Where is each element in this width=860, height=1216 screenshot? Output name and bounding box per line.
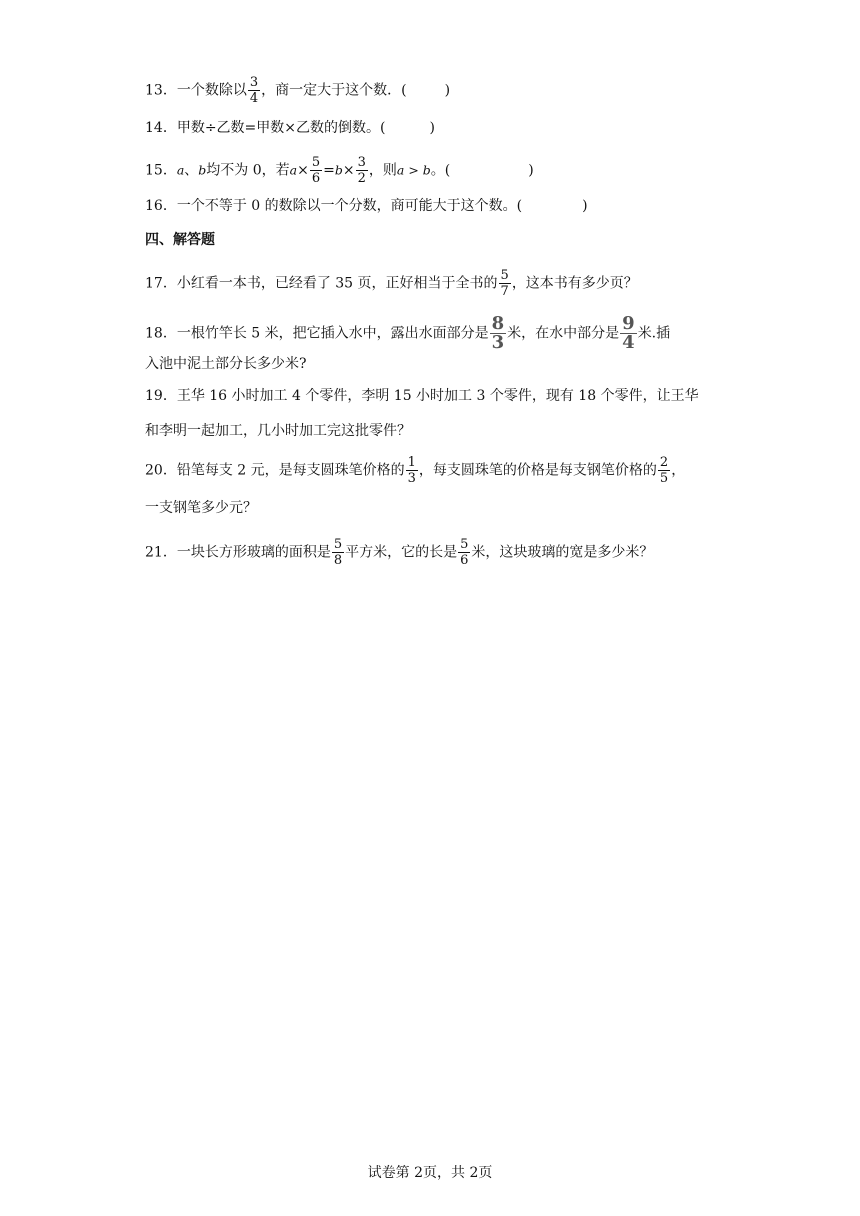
fraction: $\frac{5}{6}$ [311, 155, 321, 186]
question-13: 13．一个数除以 $\frac{3}{4}$ ，商一定大于这个数．( ) [145, 75, 451, 106]
question-15: 15．a、b均不为 0，若a× $\frac{5}{6}$ =b× $\frac{3}{2}$ ，则a > b。( ) [145, 155, 534, 186]
question-19-line1: 19．王华 16 小时加工 4 个零件，李明 15 小时加工 3 个零件，现有 18 个零件，让王华 [145, 388, 699, 404]
question-17: 17．小红看一本书，已经看了 35 页，正好相当于全书的 $\frac{5}{7}$ ，这本书有多少页？ [145, 268, 638, 299]
fraction: $\frac{5}{6}$ [460, 537, 469, 568]
section-heading: 四、解答题 [145, 232, 215, 248]
question-21: 21．一块长方形玻璃的面积是 $\frac{5}{8}$ 平方米，它的长是 $\frac{5}{6}$ 米，这块玻璃的宽是多少米？ [145, 537, 654, 568]
page-footer: 试卷第 2页，共 2页 [367, 1165, 493, 1181]
question-19-line2: 和李明一起加工，几小时加工完这批零件？ [145, 423, 411, 439]
question-18: 18．一根竹竿长 5 米，把它插入水中，露出水面部分是 $\frac{8}{3}$ 米，在水中部分是 $\frac{9}{4}$ 米.插 [145, 313, 671, 353]
fraction: $\frac{3}{4}$ [249, 75, 259, 106]
question-20: 20．铅笔每支 2 元，是每支圆珠笔价格的 $\frac{1}{3}$ ，每支圆珠笔的价格是每支钢笔价格的 $\frac{2}{5}$ ， [145, 455, 686, 486]
question-14: 14．甲数÷乙数=甲数×乙数的倒数。( ) [145, 120, 435, 136]
question-20-line2: 一支钢笔多少元？ [145, 500, 257, 516]
fraction: $\frac{8}{3}$ [491, 313, 505, 353]
fraction: $\frac{1}{3}$ [407, 455, 416, 486]
question-18-line2: 入池中泥土部分长多少米? [145, 356, 307, 372]
fraction: $\frac{9}{4}$ [622, 313, 635, 353]
fraction: $\frac{3}{2}$ [357, 155, 366, 186]
question-16: 16．一个不等于 0 的数除以一个分数，商可能大于这个数。( ) [145, 198, 588, 214]
fraction: $\frac{5}{7}$ [500, 268, 509, 299]
fraction: $\frac{2}{5}$ [659, 455, 669, 486]
fraction: $\frac{5}{8}$ [333, 537, 343, 568]
